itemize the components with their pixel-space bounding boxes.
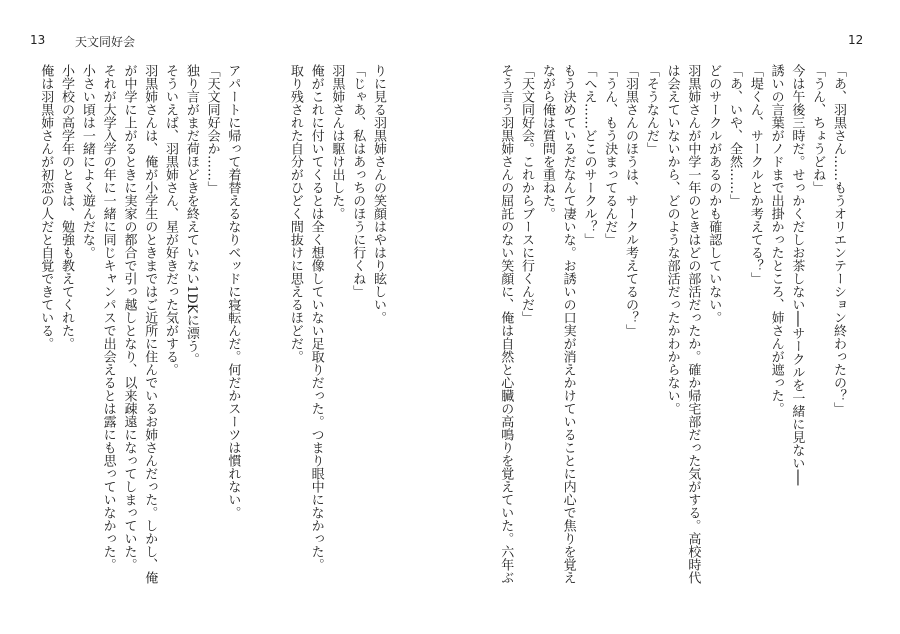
text-line: りに見る羽黒姉さんの笑顔はやはり眩しい。 [371, 64, 386, 324]
text-line: 「あ、羽黒さん……もうオリエンテーション終わったの？」 [831, 64, 846, 415]
text-line: そう言う羽黒姉さんの屈託のない笑顔に、俺は自然と心臓の高鳴りを覚えていた。六年ぶ [498, 64, 514, 584]
text-line: 「へえ……どこのサークル？」 [581, 64, 597, 246]
text-line: 「じゃあ、私はあっちのほうに行くね」 [350, 64, 366, 298]
text-line: 「羽黒さんのほうは、サークル考えてるの？」 [623, 64, 639, 337]
text-line: は会えていないから、どのような部活だったかわからない。 [664, 64, 680, 415]
text-line: 「天文同好会か……」 [204, 64, 220, 194]
text-line: 「天文同好会。これからブースに行くんだ」 [519, 64, 535, 324]
text-line: 俺は羽黒姉さんが初恋の人だと自覚できている。 [38, 64, 54, 350]
text-line: 俺がこれに付いてくるとは全く想像していない足取りだった。つまり眼中になかった。 [308, 64, 324, 571]
running-title: 天文同好会 [75, 35, 136, 49]
text-line: 取り残された自分がひどく間抜けに思えるほどだ。 [287, 64, 303, 363]
text-line: そういえば、羽黒姉さん、星が好きだった気がする。 [163, 64, 179, 376]
text-line: 小さい頃は一緒によく遊んだな。 [79, 64, 95, 259]
right-page [450, 0, 900, 634]
text-line: 羽黒姉さんが中学一年のときはどの部活だったか。確か帰宅部だった気がする。高校時代 [685, 64, 701, 584]
text-line: 今は午後三時だ。せっかくだしお茶しない──サークルを一緒に見ない── [789, 64, 805, 486]
text-line: それが大学入学の年に一緒に同じキャンパスで出会えるとは露にも思っていなかった。 [100, 64, 116, 571]
blank-line [242, 64, 263, 600]
text-line: もう決めているだなんて凄いな。お誘いの口実が消えかけていることに内心で焦りを覚え [560, 64, 576, 584]
text-line: どのサークルがあるのかも確認していない。 [706, 64, 722, 324]
text-line: 独り言がまだ荷ほどきを終えていない1DKに漂う。 [183, 64, 199, 366]
text-line: 小学校の高学年のときは、勉強も教えてくれた。 [59, 64, 75, 350]
text-line: が中学に上がるときに実家の都合で引っ越しとなり、以来疎遠になってしまっていた。 [121, 64, 137, 571]
text-line: 「そうなんだ」 [643, 64, 659, 155]
page-number: 12 [848, 33, 864, 47]
text-line: 羽黒姉さんは、俺が小学生のときまではご近所に住んでいるお姉さんだった。しかし、俺 [142, 64, 158, 584]
text-line: 「あ、いや、全然……」 [727, 64, 743, 207]
text-line: 「うん、もう決まってるんだ」 [602, 64, 618, 246]
text-line: 「うん、ちょうどね」 [810, 64, 826, 194]
text-line: 「堤くん、サークルとか考えてる？」 [747, 64, 763, 285]
text-line: 誘いの言葉がノドまで出掛かったところ、姉さんが遮った。 [768, 64, 784, 415]
text-line: アパートに帰って着替えるなりベッドに寝転んだ。何だかスーツは慣れない。 [225, 64, 241, 519]
body-text [494, 64, 848, 600]
page-number: 13 [30, 33, 46, 47]
body-text [34, 64, 388, 600]
text-line: 羽黒姉さんは駆け出した。 [329, 64, 345, 220]
text-line: ながら俺は質問を重ねた。 [539, 64, 555, 220]
blank-line [263, 64, 284, 600]
